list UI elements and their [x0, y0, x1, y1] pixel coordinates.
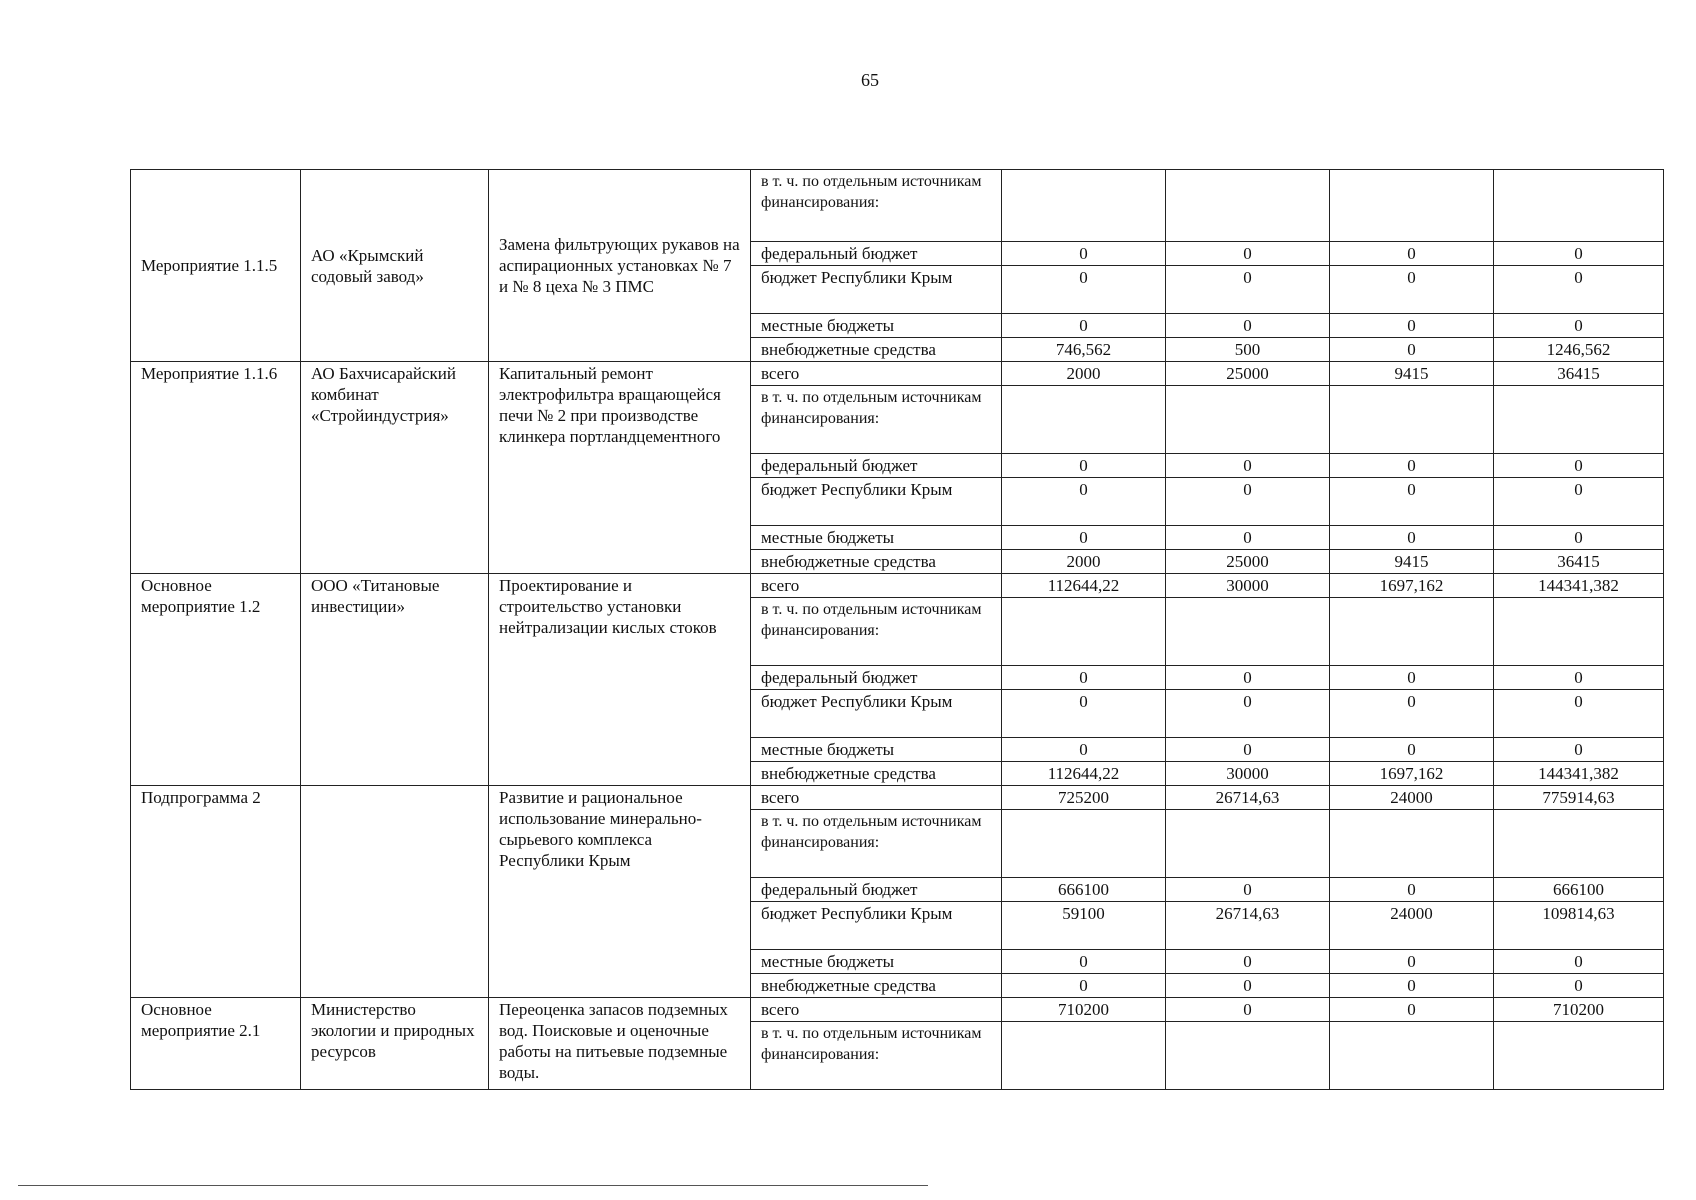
table-row [131, 362, 1664, 386]
source-label: местные бюджеты [751, 950, 1002, 974]
measure-description: Капитальный ремонт электрофильтра вращающейся печи № 2 при производстве клинкера портландцементного [489, 362, 751, 574]
measure-name: Мероприятие 1.1.6 [131, 362, 301, 574]
source-label: в т. ч. по отдельным источникам финансирования: [751, 170, 1002, 242]
source-label: федеральный бюджет [751, 666, 1002, 690]
measure-description: Замена фильтрующих рукавов на аспирационных установках № 7 и № 8 цеха № 3 ПМС [489, 170, 751, 362]
source-label: местные бюджеты [751, 314, 1002, 338]
value-cell: 0 [1166, 974, 1330, 998]
measure-description: Переоценка запасов подземных вод. Поисковые и оценочные работы на питьевые подземные воды. [489, 998, 751, 1090]
value-cell: 0 [1002, 478, 1166, 526]
table-row [131, 574, 1664, 598]
value-cell: 0 [1330, 666, 1494, 690]
value-cell: 0 [1494, 478, 1664, 526]
executor: ООО «Титановые инвестиции» [301, 574, 489, 786]
value-cell: 710200 [1494, 998, 1664, 1022]
value-cell: 0 [1166, 454, 1330, 478]
value-cell: 0 [1494, 738, 1664, 762]
value-cell: 0 [1330, 454, 1494, 478]
value-cell: 1697,162 [1330, 574, 1494, 598]
value-cell: 0 [1002, 738, 1166, 762]
value-cell: 0 [1166, 738, 1330, 762]
source-label: внебюджетные средства [751, 338, 1002, 362]
source-label: бюджет Республики Крым [751, 690, 1002, 738]
value-cell: 144341,382 [1494, 762, 1664, 786]
source-label: внебюджетные средства [751, 974, 1002, 998]
value-cell: 24000 [1330, 786, 1494, 810]
value-cell: 0 [1002, 314, 1166, 338]
source-label: федеральный бюджет [751, 242, 1002, 266]
value-cell: 0 [1330, 690, 1494, 738]
measure-description: Проектирование и строительство установки нейтрализации кислых стоков [489, 574, 751, 786]
source-label: федеральный бюджет [751, 878, 1002, 902]
value-cell: 0 [1002, 690, 1166, 738]
value-cell: 59100 [1002, 902, 1166, 950]
table-row [131, 786, 1664, 810]
executor: Министерство экологии и природных ресурсов [301, 998, 489, 1090]
source-label: всего [751, 786, 1002, 810]
value-cell: 0 [1494, 666, 1664, 690]
value-cell: 0 [1494, 266, 1664, 314]
value-cell: 0 [1002, 242, 1166, 266]
value-cell: 2000 [1002, 550, 1166, 574]
value-cell: 746,562 [1002, 338, 1166, 362]
value-cell: 0 [1330, 266, 1494, 314]
value-cell: 0 [1494, 690, 1664, 738]
value-cell: 0 [1166, 526, 1330, 550]
source-label: федеральный бюджет [751, 454, 1002, 478]
value-cell: 0 [1330, 738, 1494, 762]
value-cell: 0 [1002, 266, 1166, 314]
source-label: бюджет Республики Крым [751, 902, 1002, 950]
value-cell: 0 [1002, 974, 1166, 998]
value-cell: 109814,63 [1494, 902, 1664, 950]
source-label: бюджет Республики Крым [751, 266, 1002, 314]
source-label: бюджет Республики Крым [751, 478, 1002, 526]
value-cell: 0 [1166, 266, 1330, 314]
source-label: всего [751, 362, 1002, 386]
value-cell: 775914,63 [1494, 786, 1664, 810]
source-label: всего [751, 574, 1002, 598]
value-cell: 0 [1166, 878, 1330, 902]
measure-name: Основное мероприятие 2.1 [131, 998, 301, 1090]
value-cell: 2000 [1002, 362, 1166, 386]
table-row [131, 998, 1664, 1022]
source-label: в т. ч. по отдельным источникам финансирования: [751, 598, 1002, 666]
value-cell: 0 [1330, 526, 1494, 550]
value-cell: 9415 [1330, 550, 1494, 574]
value-cell: 0 [1330, 998, 1494, 1022]
value-cell: 36415 [1494, 362, 1664, 386]
source-label: внебюджетные средства [751, 550, 1002, 574]
value-cell: 500 [1166, 338, 1330, 362]
value-cell: 0 [1494, 950, 1664, 974]
value-cell: 0 [1494, 242, 1664, 266]
value-cell: 725200 [1002, 786, 1166, 810]
value-cell: 0 [1166, 314, 1330, 338]
value-cell: 112644,22 [1002, 762, 1166, 786]
page-number: 65 [861, 70, 879, 90]
executor [301, 786, 489, 998]
value-cell: 0 [1166, 478, 1330, 526]
value-cell: 0 [1494, 314, 1664, 338]
value-cell: 1246,562 [1494, 338, 1664, 362]
value-cell: 26714,63 [1166, 786, 1330, 810]
value-cell: 1697,162 [1330, 762, 1494, 786]
financing-table [130, 169, 1664, 1090]
footer-rule [18, 1185, 928, 1186]
value-cell: 36415 [1494, 550, 1664, 574]
value-cell: 0 [1166, 666, 1330, 690]
value-cell: 25000 [1166, 362, 1330, 386]
value-cell: 0 [1330, 338, 1494, 362]
value-cell: 0 [1002, 526, 1166, 550]
measure-description: Развитие и рациональное использование минерально-сырьевого комплекса Республики Крым [489, 786, 751, 998]
executor: АО Бахчисарайский комбинат «Стройиндустрия» [301, 362, 489, 574]
value-cell: 0 [1494, 526, 1664, 550]
source-label: местные бюджеты [751, 526, 1002, 550]
value-cell: 144341,382 [1494, 574, 1664, 598]
value-cell: 9415 [1330, 362, 1494, 386]
value-cell: 0 [1330, 950, 1494, 974]
measure-name: Основное мероприятие 1.2 [131, 574, 301, 786]
executor: АО «Крымский содовый завод» [301, 170, 489, 362]
value-cell: 30000 [1166, 574, 1330, 598]
value-cell: 0 [1494, 454, 1664, 478]
value-cell: 112644,22 [1002, 574, 1166, 598]
source-label: в т. ч. по отдельным источникам финансирования: [751, 1022, 1002, 1090]
source-label: местные бюджеты [751, 738, 1002, 762]
source-label: всего [751, 998, 1002, 1022]
value-cell: 710200 [1002, 998, 1166, 1022]
source-label: внебюджетные средства [751, 762, 1002, 786]
source-label: в т. ч. по отдельным источникам финансирования: [751, 386, 1002, 454]
table-row [131, 170, 1664, 242]
value-cell: 0 [1166, 242, 1330, 266]
value-cell: 666100 [1494, 878, 1664, 902]
value-cell: 0 [1330, 314, 1494, 338]
value-cell: 0 [1494, 974, 1664, 998]
value-cell: 30000 [1166, 762, 1330, 786]
value-cell: 0 [1002, 666, 1166, 690]
value-cell: 0 [1330, 974, 1494, 998]
measure-name: Подпрограмма 2 [131, 786, 301, 998]
value-cell: 0 [1166, 950, 1330, 974]
value-cell: 0 [1166, 998, 1330, 1022]
value-cell: 0 [1002, 454, 1166, 478]
source-label: в т. ч. по отдельным источникам финансирования: [751, 810, 1002, 878]
value-cell: 25000 [1166, 550, 1330, 574]
value-cell: 24000 [1330, 902, 1494, 950]
value-cell: 0 [1002, 950, 1166, 974]
value-cell: 0 [1166, 690, 1330, 738]
value-cell: 0 [1330, 878, 1494, 902]
value-cell: 666100 [1002, 878, 1166, 902]
measure-name: Мероприятие 1.1.5 [131, 170, 301, 362]
value-cell: 0 [1330, 478, 1494, 526]
value-cell: 0 [1330, 242, 1494, 266]
value-cell: 26714,63 [1166, 902, 1330, 950]
